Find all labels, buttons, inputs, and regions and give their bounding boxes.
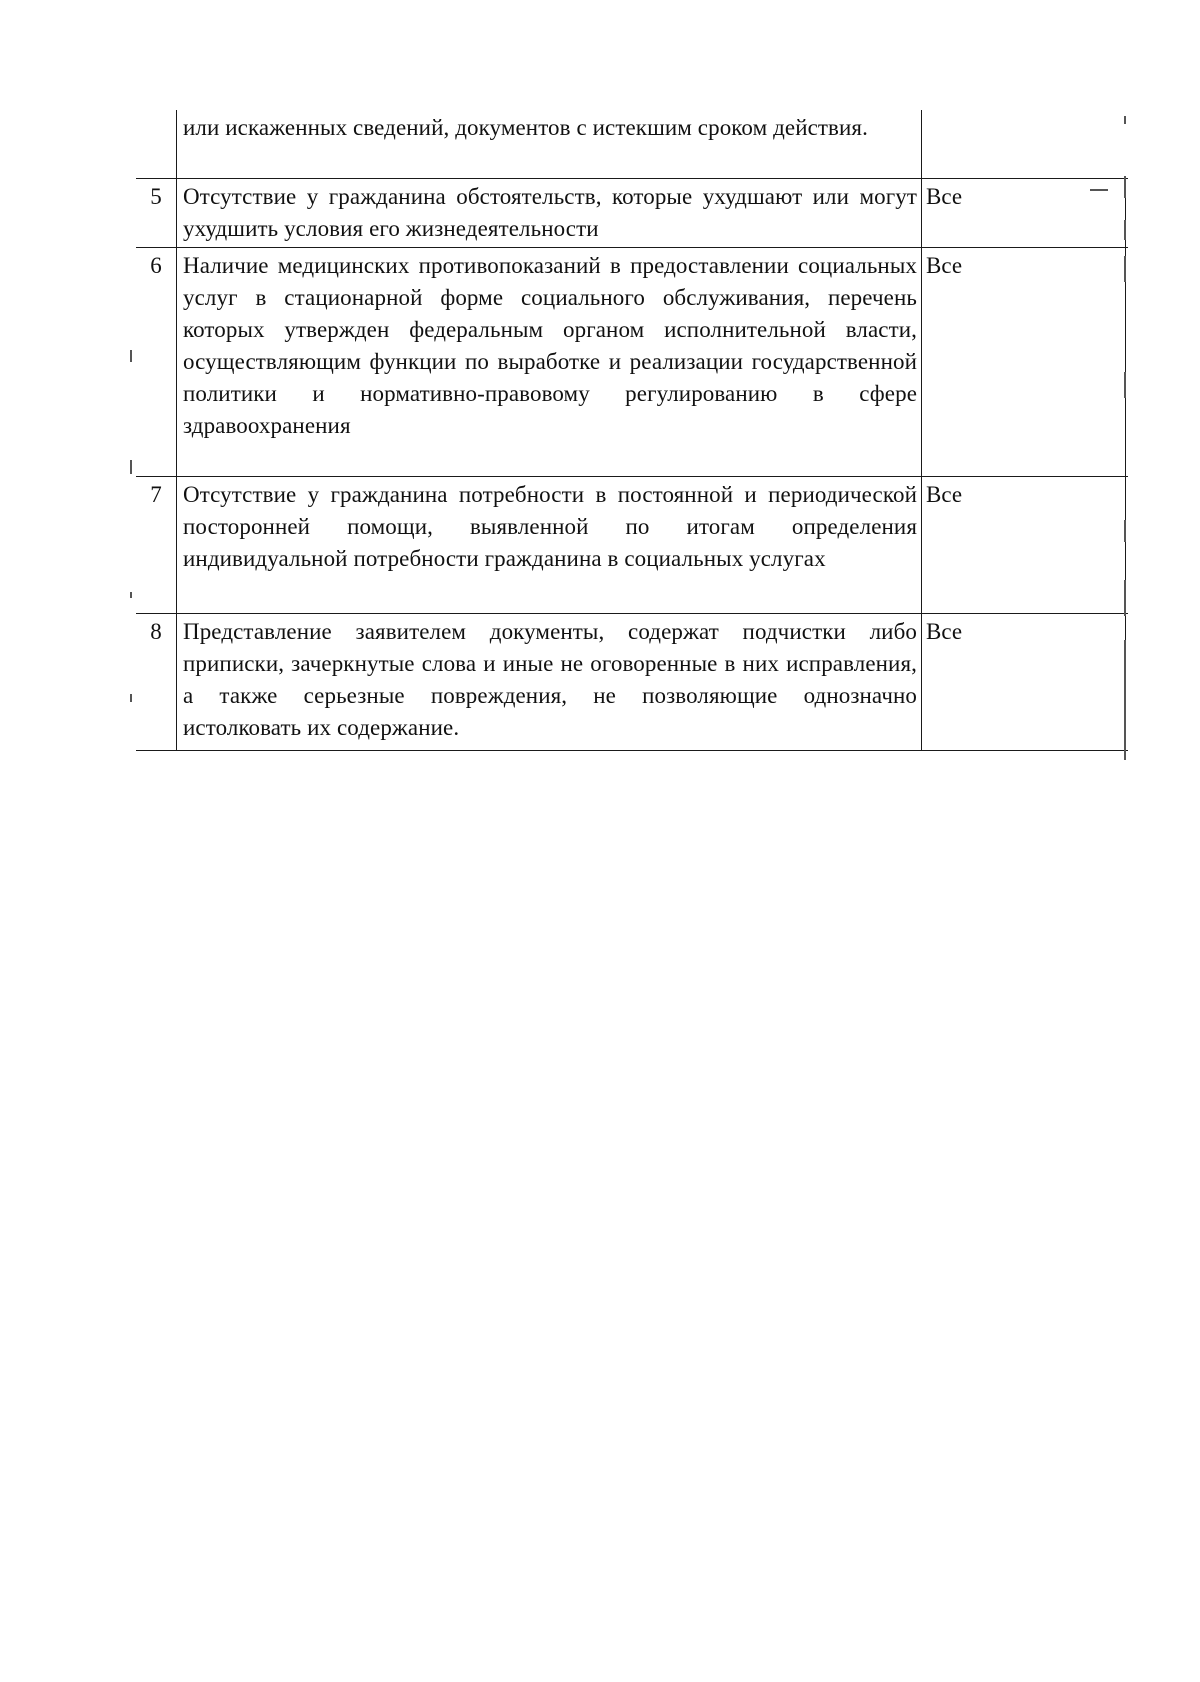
row-number: 8 [150,619,162,644]
row-text: Представление заявителем документы, содержат подчистки либо приписки, зачеркнутые слова и иные не оговоренные в них исправления, а также серьезные повреждения, не позволяющие однозначно истолковать их содержание. [176,614,922,750]
row-scope: Все [922,248,1126,476]
scan-artifact-mark [1124,580,1126,616]
row-scope: Все [922,477,1126,613]
table-row [136,110,1128,179]
table-row [136,477,1128,614]
scan-artifact-mark [1090,189,1108,191]
row-number: 5 [150,184,162,209]
row-text: Отсутствие у гражданина потребности в постоянной и периодической посторонней помощи, выявленной по итогам определения индивидуальной потребности гражданина в социальных услугах [176,477,922,613]
row-text: или искаженных сведений, документов с истекшим сроком действия. [176,110,922,178]
row-scope: Все [922,614,1126,750]
row-number: 7 [150,482,162,507]
scan-artifact-mark [1124,176,1126,198]
table-row [136,614,1128,751]
table-row [136,179,1128,248]
row-scope [922,110,1126,178]
table-row [136,248,1128,477]
scan-artifact-mark [1124,520,1126,542]
scan-artifact-mark [1124,372,1126,398]
scan-artifact-mark [1124,256,1126,282]
row-scope: Все [922,179,1126,247]
row-number [136,110,176,178]
row-number: 6 [150,253,162,278]
refusal-grounds-table [136,110,1128,751]
scan-artifact-mark [1124,116,1126,124]
row-text: Наличие медицинских противопоказаний в предоставлении социальных услуг в стационарной форме социального обслуживания, перечень которых утвержден федеральным органом исполнительной власти, осуществляющим функции по выработке и реализации государственной политики и нормативно-правовому регулированию в сфере здравоохранения [176,248,922,476]
scan-artifact-mark [130,460,132,474]
scan-artifact-mark [130,350,132,362]
scan-artifact-mark [1124,220,1126,240]
scan-artifact-mark [130,592,132,598]
scan-artifact-mark [1124,640,1126,760]
row-text: Отсутствие у гражданина обстоятельств, которые ухудшают или могут ухудшить условия его жизнедеятельности [176,179,922,247]
scan-artifact-mark [130,694,132,702]
